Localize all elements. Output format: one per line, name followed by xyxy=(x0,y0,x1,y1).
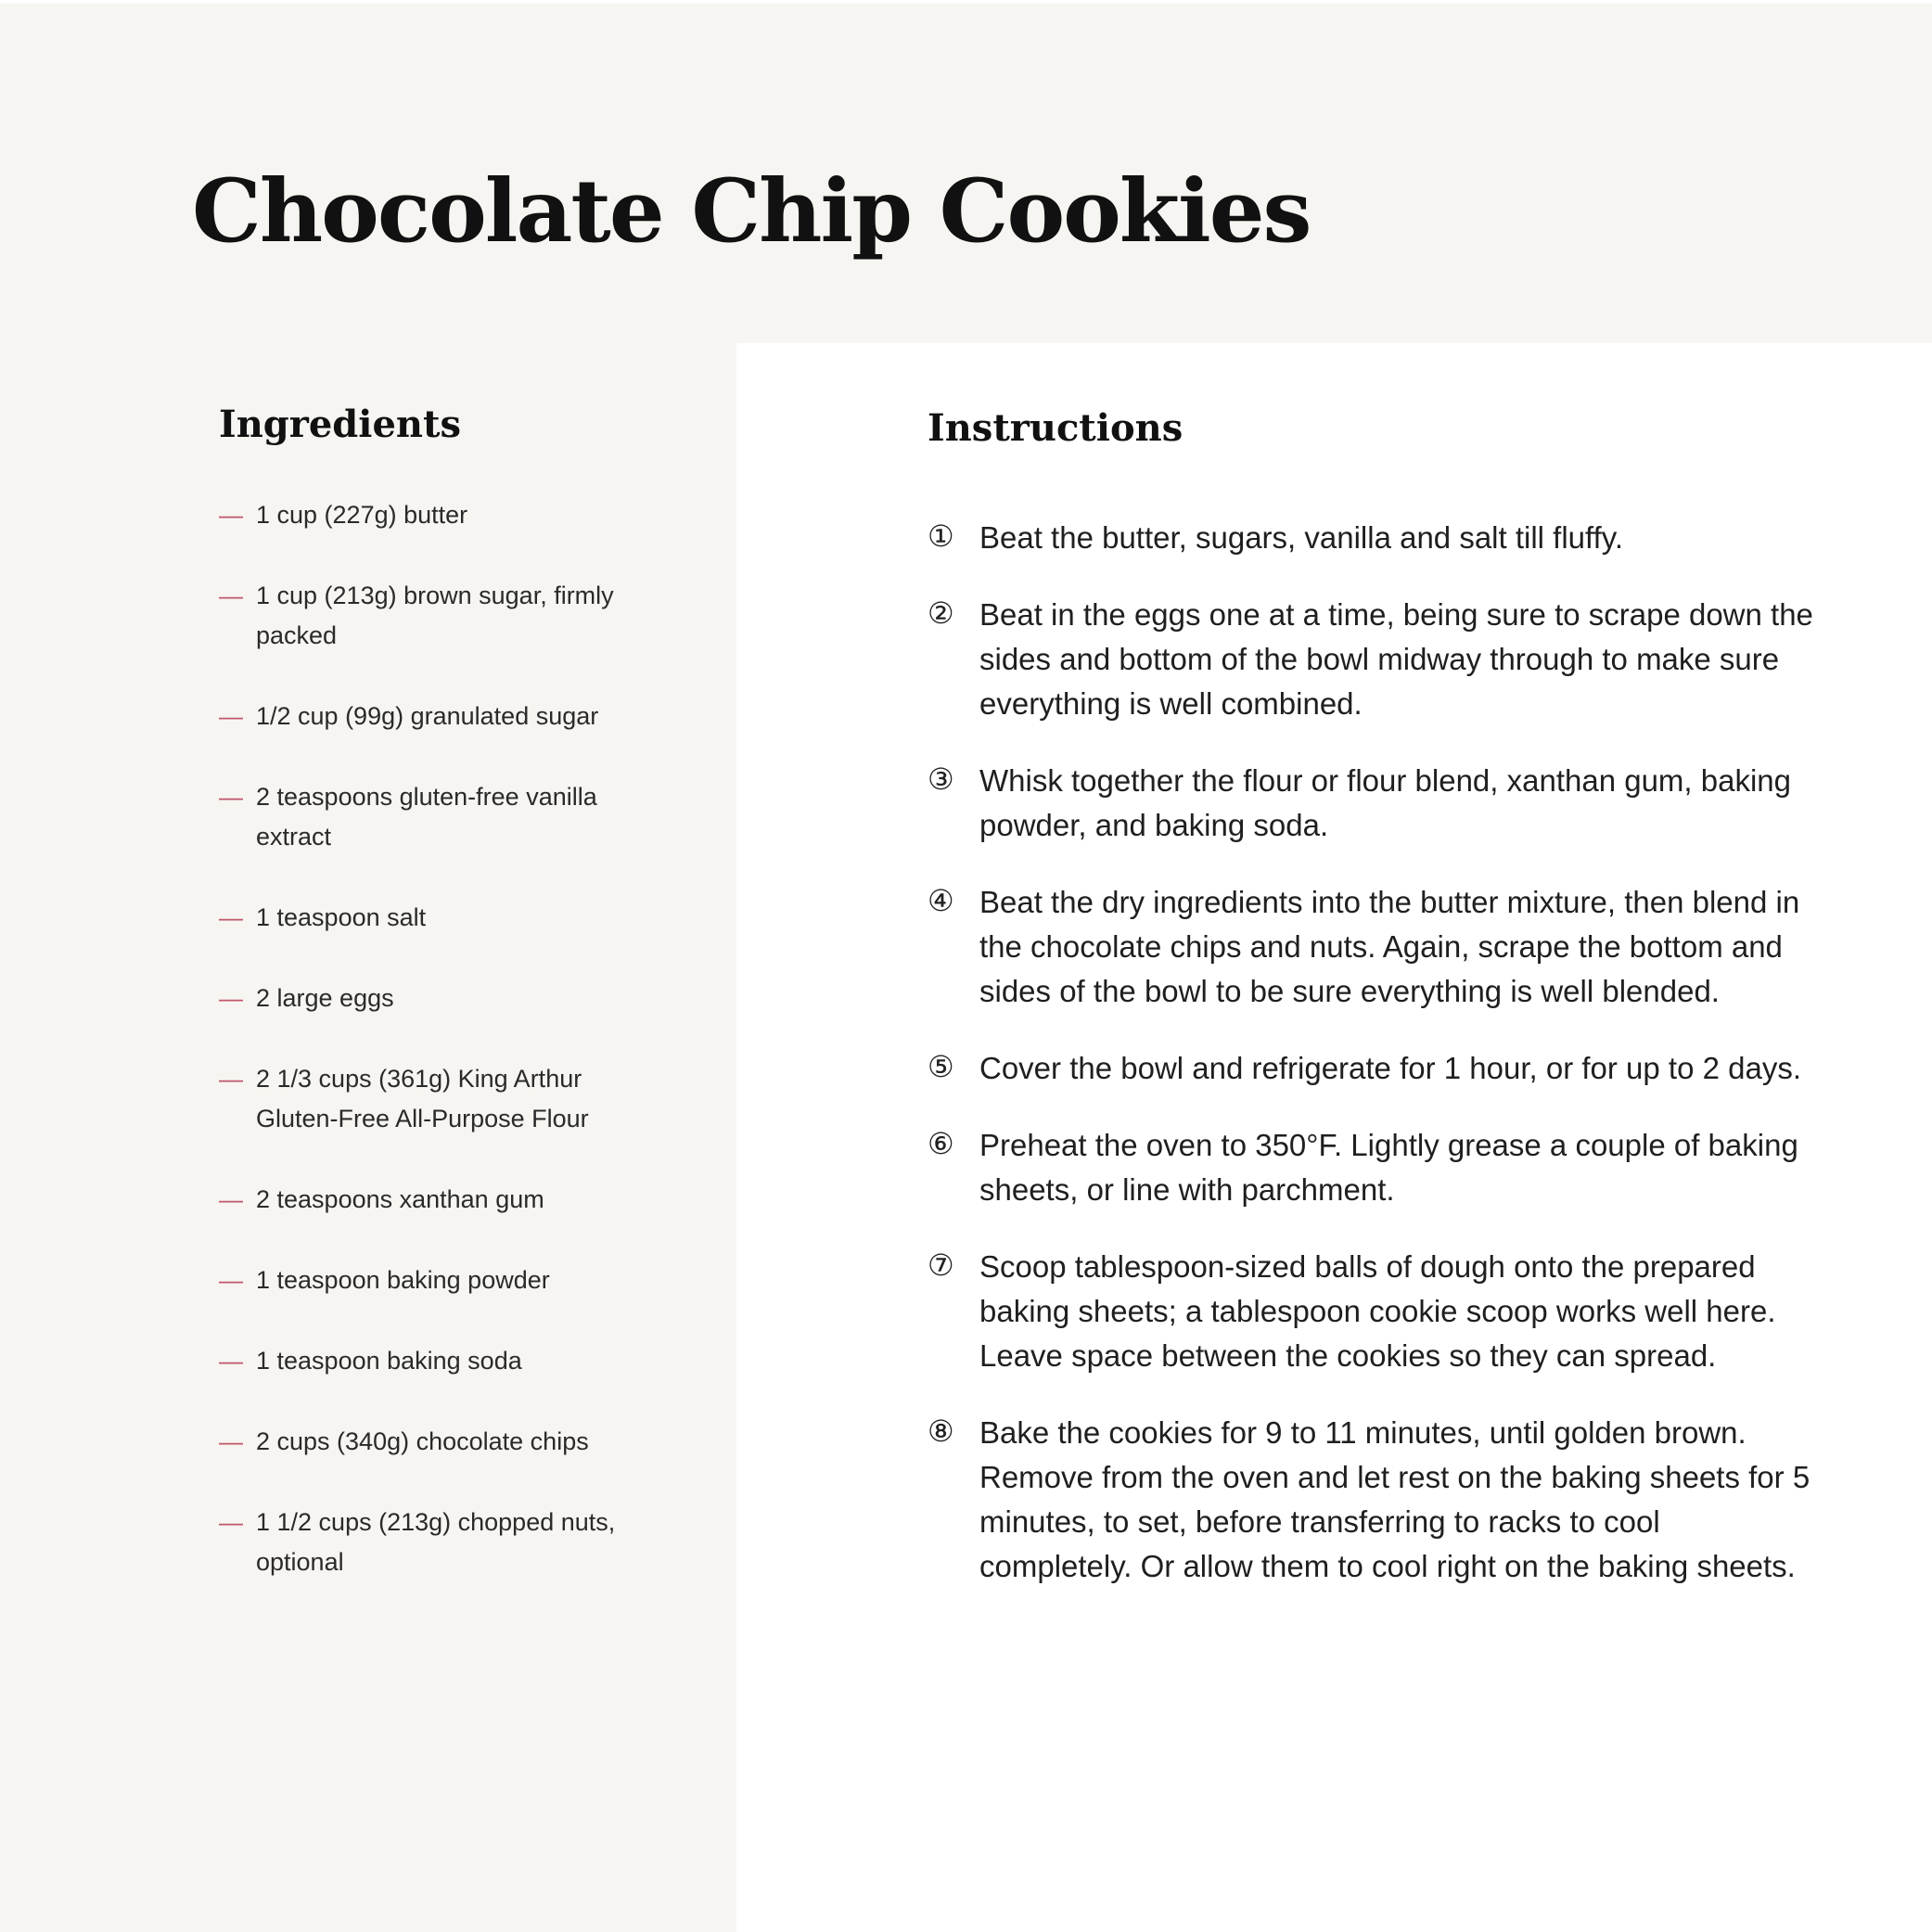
instruction-text: Beat in the eggs one at a time, being sure to scrape down the sides and bottom of the bowl midway through to make sure everything is well combined. xyxy=(979,597,1813,721)
ingredient-item xyxy=(219,1059,646,1139)
dash-bullet-icon: — xyxy=(219,1065,243,1093)
dash-bullet-icon: — xyxy=(219,1508,243,1536)
step-number-icon: ⑧ xyxy=(928,1414,954,1449)
ingredient-text: 1 teaspoon baking powder xyxy=(256,1266,550,1294)
dash-bullet-icon: — xyxy=(219,702,243,730)
instruction-text: Whisk together the flour or flour blend, xanthan gum, baking powder, and baking soda. xyxy=(979,763,1791,842)
ingredient-item xyxy=(219,1503,646,1582)
step-number-icon: ① xyxy=(928,518,954,554)
ingredient-item xyxy=(219,1260,646,1300)
dash-bullet-icon: — xyxy=(219,1347,243,1375)
instructions-heading: Instructions xyxy=(928,406,1184,450)
ingredient-text: 1 cup (213g) brown sugar, firmly packed xyxy=(256,582,614,649)
instruction-text: Bake the cookies for 9 to 11 minutes, until golden brown. Remove from the oven and let rest on the baking sheets for 5 minutes, to set, before transferring to racks to cool completely. Or allow them to cool right on the baking sheets. xyxy=(979,1415,1810,1583)
dash-bullet-icon: — xyxy=(219,1185,243,1213)
ingredient-text: 1/2 cup (99g) granulated sugar xyxy=(256,702,599,730)
ingredient-item xyxy=(219,1341,646,1381)
ingredient-text: 2 cups (340g) chocolate chips xyxy=(256,1427,589,1455)
dash-bullet-icon: — xyxy=(219,783,243,811)
ingredients-list xyxy=(219,495,646,1582)
dash-bullet-icon: — xyxy=(219,1427,243,1455)
step-number-icon: ⑤ xyxy=(928,1049,954,1084)
dash-bullet-icon: — xyxy=(219,984,243,1012)
instruction-step xyxy=(928,516,1818,560)
instruction-step xyxy=(928,593,1818,726)
instruction-step xyxy=(928,1411,1818,1589)
instruction-step xyxy=(928,880,1818,1014)
ingredient-item xyxy=(219,576,646,656)
ingredient-item xyxy=(219,898,646,938)
step-number-icon: ⑥ xyxy=(928,1126,954,1161)
instruction-step xyxy=(928,1123,1818,1212)
instruction-text: Beat the butter, sugars, vanilla and salt till fluffy. xyxy=(979,520,1623,555)
step-number-icon: ③ xyxy=(928,761,954,797)
instruction-text: Scoop tablespoon-sized balls of dough onto the prepared baking sheets; a tablespoon cookie scoop works well here. Leave space between the cookies so they can spread. xyxy=(979,1249,1776,1373)
ingredient-text: 1 teaspoon salt xyxy=(256,903,427,931)
step-number-icon: ④ xyxy=(928,883,954,918)
instruction-step xyxy=(928,1245,1818,1378)
instruction-step xyxy=(928,1046,1818,1091)
recipe-title: Chocolate Chip Cookies xyxy=(192,160,1311,262)
ingredient-text: 2 teaspoons xanthan gum xyxy=(256,1185,544,1213)
ingredient-item xyxy=(219,1422,646,1462)
ingredient-text: 2 large eggs xyxy=(256,984,394,1012)
dash-bullet-icon: — xyxy=(219,501,243,529)
instruction-text: Beat the dry ingredients into the butter mixture, then blend in the chocolate chips and nuts. Again, scrape the bottom and sides of the bowl to be sure everything is well blended. xyxy=(979,885,1800,1008)
instructions-section xyxy=(928,403,1818,1621)
ingredient-item xyxy=(219,697,646,736)
instruction-step xyxy=(928,759,1818,848)
ingredient-item xyxy=(219,1180,646,1220)
step-number-icon: ⑦ xyxy=(928,1247,954,1283)
ingredient-item xyxy=(219,979,646,1018)
dash-bullet-icon: — xyxy=(219,903,243,931)
dash-bullet-icon: — xyxy=(219,1266,243,1294)
ingredient-text: 2 teaspoons gluten-free vanilla extract xyxy=(256,783,597,851)
ingredient-text: 1 teaspoon baking soda xyxy=(256,1347,522,1375)
dash-bullet-icon: — xyxy=(219,582,243,609)
step-number-icon: ② xyxy=(928,595,954,631)
instruction-text: Cover the bowl and refrigerate for 1 hour, or for up to 2 days. xyxy=(979,1051,1801,1085)
ingredients-section xyxy=(219,399,646,1623)
top-strip xyxy=(0,0,1932,4)
instructions-list xyxy=(928,516,1818,1589)
ingredient-text: 2 1/3 cups (361g) King Arthur Gluten-Free All-Purpose Flour xyxy=(256,1065,589,1132)
ingredient-item xyxy=(219,495,646,535)
ingredient-item xyxy=(219,777,646,857)
instruction-text: Preheat the oven to 350°F. Lightly grease a couple of baking sheets, or line with parchment. xyxy=(979,1128,1798,1207)
ingredient-text: 1 cup (227g) butter xyxy=(256,501,468,529)
ingredient-text: 1 1/2 cups (213g) chopped nuts, optional xyxy=(256,1508,616,1576)
ingredients-heading: Ingredients xyxy=(219,403,461,446)
